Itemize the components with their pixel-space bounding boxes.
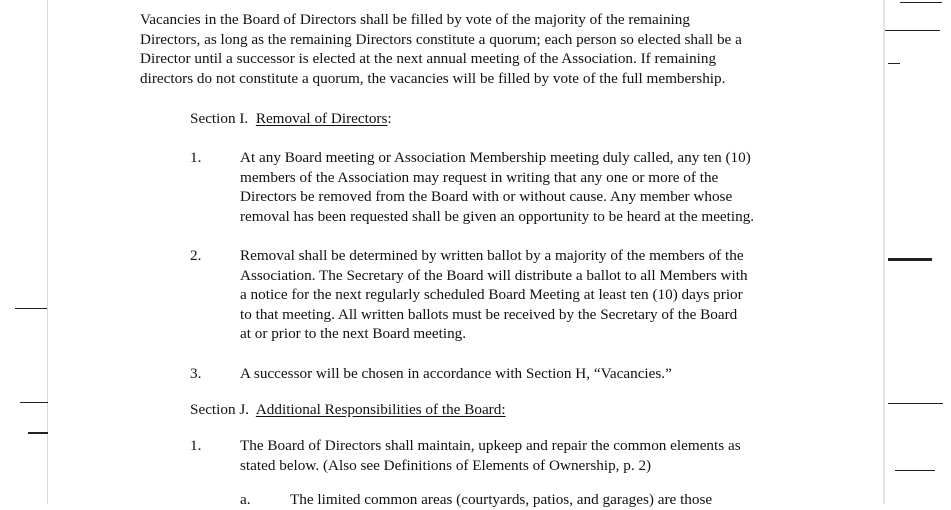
item-line: to that meeting. All written ballots must be received by the Secretary of the Board [240, 305, 738, 323]
item-line: Directors be removed from the Board with or without cause. Any member whose [240, 188, 733, 206]
section-prefix: Section J. [190, 401, 250, 418]
paragraph-line: Vacancies in the Board of Directors shall be filled by vote of the majority of the remaining [140, 11, 690, 28]
scan-edge-line [883, 0, 885, 504]
scan-mark [20, 402, 48, 403]
item-line: The Board of Directors shall maintain, upkeep and repair the common elements as [240, 437, 741, 454]
section-j-heading [190, 400, 506, 420]
scan-mark [885, 30, 940, 31]
scan-mark [15, 308, 47, 309]
item-line: stated below. (Also see Definitions of Elements of Ownership, p. 2) [240, 456, 652, 474]
item-line: At any Board meeting or Association Membership meeting duly called, any ten (10) [240, 149, 751, 166]
item-line: a notice for the next regularly scheduled Board Meeting at least ten (10) days prior [240, 286, 743, 304]
item-number: 3. [190, 365, 202, 382]
item-body [240, 436, 741, 475]
scan-mark [28, 432, 48, 434]
paragraph-line: Directors, as long as the remaining Directors constitute a quorum; each person so elected shall be a [140, 30, 742, 48]
item-line: at or prior to the next Board meeting. [240, 325, 467, 343]
item-line: A successor will be chosen in accordance with Section H, “Vacancies.” [240, 365, 672, 382]
scan-edge-line [47, 0, 48, 504]
item-line: Removal shall be determined by written ballot by a majority of the members of the [240, 247, 744, 264]
paragraph-line: Director until a successor is elected at the next annual meeting of the Association. If remaining [140, 50, 717, 68]
item-body [240, 148, 754, 226]
item-number: 1. [190, 149, 202, 166]
section-title: Removal of Directors [255, 110, 388, 127]
scan-mark [888, 258, 932, 261]
scan-mark [888, 63, 900, 64]
item-number: 1. [190, 437, 202, 454]
section-prefix: Section I. [190, 110, 249, 127]
item-body [240, 364, 672, 384]
section-title: Additional Responsibilities of the Board: [255, 401, 506, 418]
scan-mark [895, 470, 935, 471]
item-number: 2. [190, 247, 202, 264]
section-suffix: : [387, 110, 392, 127]
subitem-letter: a. [240, 491, 251, 508]
paragraph-line: directors do not constitute a quorum, the vacancies will be filled by vote of the full membership. [140, 69, 726, 87]
item-line: Association. The Secretary of the Board will distribute a ballot to all Members with [240, 266, 748, 284]
subitem-text: The limited common areas (courtyards, patios, and garages) are those [290, 491, 713, 508]
section-i-heading [190, 109, 392, 129]
vacancies-paragraph [140, 10, 800, 88]
item-body [240, 246, 748, 344]
scan-mark [900, 2, 942, 3]
item-line: removal has been requested shall be given an opportunity to be heard at the meeting. [240, 207, 755, 225]
item-line: members of the Association may request in writing that any one or more of the [240, 168, 719, 186]
scan-mark [888, 403, 943, 404]
